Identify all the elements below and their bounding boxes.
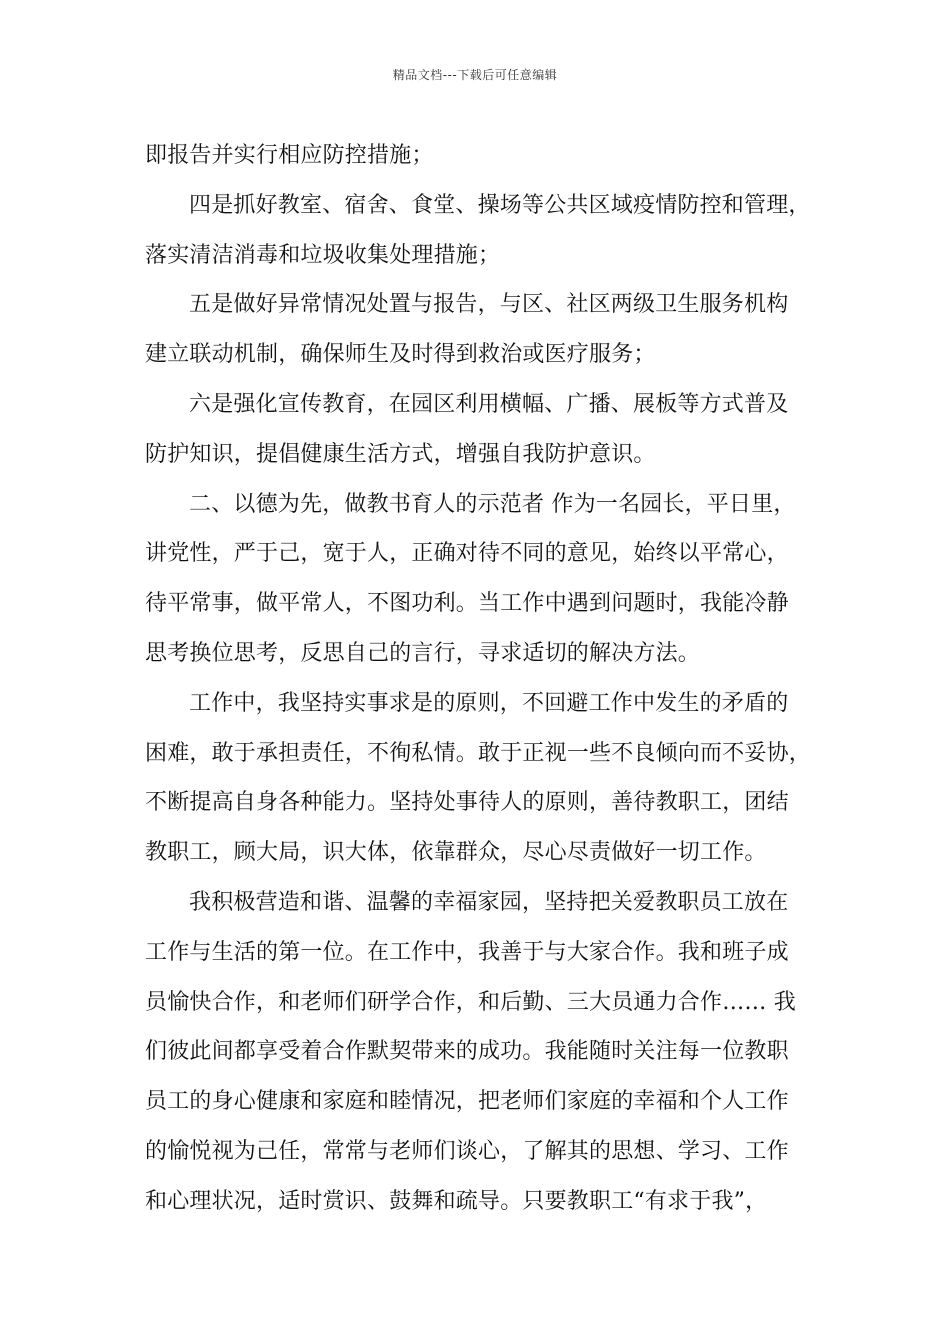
text-line: 的愉悦视为己任，常常与老师们谈心，了解其的思想、学习、工作 <box>145 1138 789 1164</box>
text-line: 工作与生活的第一位。在工作中，我善于与大家合作。我和班子成 <box>145 939 789 965</box>
text-line: 落实清洁消毒和垃圾收集处理措施； <box>145 242 501 268</box>
text-line: 建立联动机制，确保师生及时得到救治或医疗服务； <box>145 342 656 368</box>
paragraph-start-line: 六是强化宣传教育，在园区利用横幅、广播、展板等方式普及 <box>189 391 789 417</box>
paragraph-start-line: 工作中，我坚持实事求是的原则，不回避工作中发生的矛盾的 <box>189 690 789 716</box>
text-line: 不断提高自身各种能力。坚持处事待人的原则，善待教职工，团结 <box>145 790 789 816</box>
text-line: 讲党性，严于己，宽于人，正确对待不同的意见，始终以平常心， <box>145 541 789 567</box>
text-line: 思考换位思考，反思自己的言行，寻求适切的解决方法。 <box>145 640 701 666</box>
text-line: 防护知识，提倡健康生活方式，增强自我防护意识。 <box>145 441 656 467</box>
text-line: 教职工，顾大局，识大体，依靠群众，尽心尽责做好一切工作。 <box>145 840 767 866</box>
page-header: 精品文档---下载后可任意编辑 <box>392 68 558 82</box>
paragraph-start-line: 五是做好异常情况处置与报告，与区、社区两级卫生服务机构 <box>189 292 789 318</box>
text-line: 困难，敢于承担责任，不徇私情。敢于正视一些不良倾向而不妥协， <box>145 740 812 766</box>
paragraph-start-line: 四是抓好教室、宿舍、食堂、操场等公共区域疫情防控和管理， <box>189 192 811 218</box>
paragraph-start-line: 我积极营造和谐、温馨的幸福家园，坚持把关爱教职员工放在 <box>189 889 789 915</box>
text-line: 待平常事，做平常人，不图功利。当工作中遇到问题时，我能冷静 <box>145 591 789 617</box>
paragraph-start-line: 二、以德为先，做教书育人的示范者 作为一名园长，平日里， <box>189 491 796 517</box>
text-line: 和心理状况，适时赏识、鼓舞和疏导。只要教职工“有求于我”， <box>145 1188 768 1214</box>
document-body <box>145 131 811 1227</box>
text-line: 们彼此间都享受着合作默契带来的成功。我能随时关注每一位教职 <box>145 1039 789 1065</box>
text-line: 员愉快合作，和老师们研学合作，和后勤、三大员通力合作…… 我 <box>145 989 796 1015</box>
text-line: 即报告并实行相应防控措施； <box>145 143 434 168</box>
text-line: 员工的身心健康和家庭和睦情况，把老师们家庭的幸福和个人工作 <box>145 1089 789 1115</box>
